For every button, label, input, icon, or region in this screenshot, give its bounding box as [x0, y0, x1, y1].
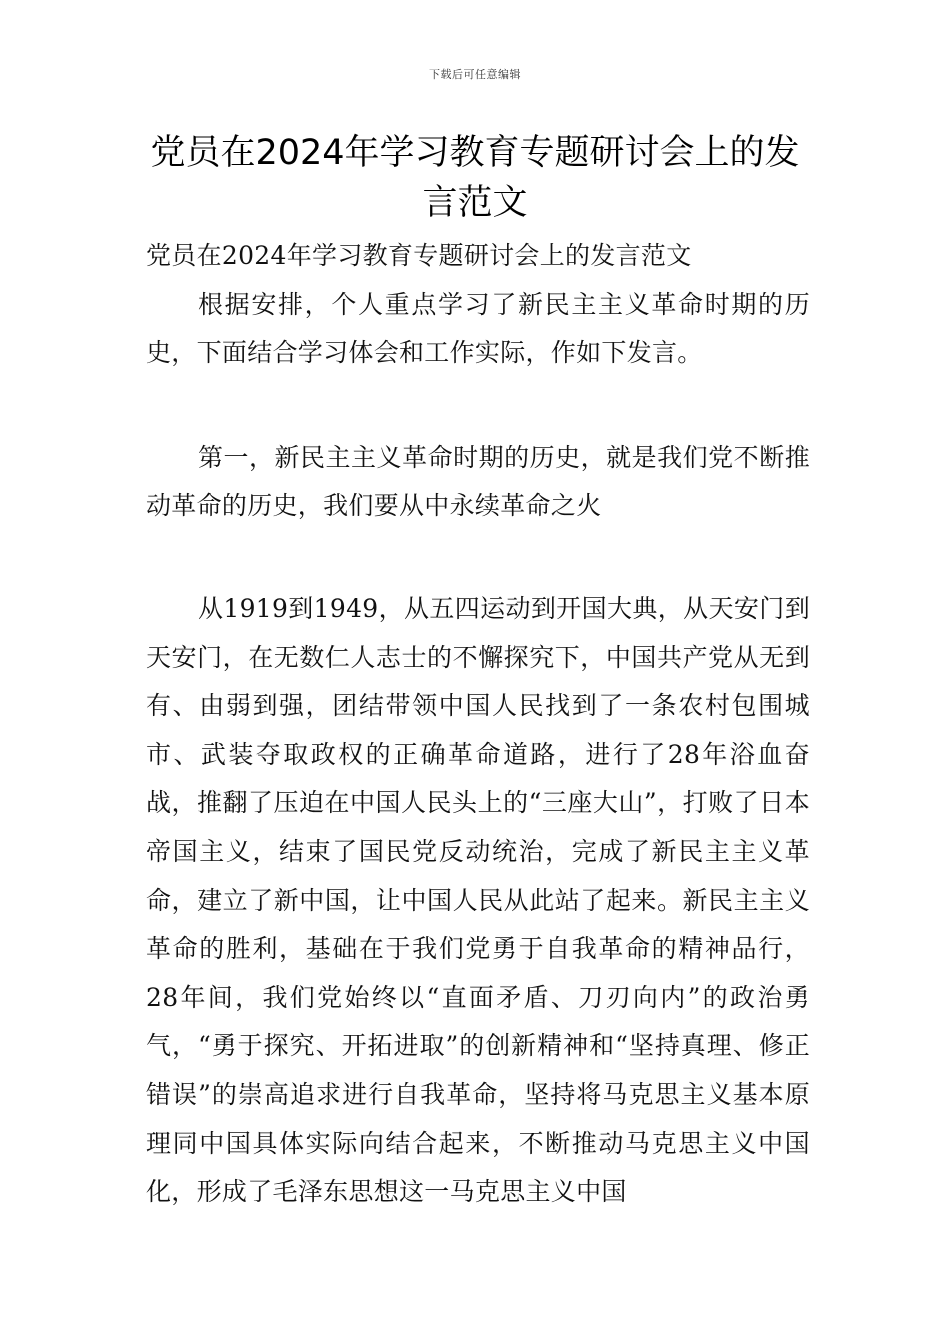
paragraph-spacer	[146, 531, 810, 585]
header-note: 下载后可任意编辑	[429, 68, 521, 81]
paragraph-heading-first: 第一，新民主主义革命时期的历史，就是我们党不断推动革命的历史，我们要从中永续革命之火	[146, 442, 810, 521]
subtitle-line: 党员在2024年学习教育专题研讨会上的发言范文	[146, 241, 692, 270]
document-title: 党员在2024年学习教育专题研讨会上的发言范文	[150, 133, 800, 223]
paragraph-spacer	[146, 378, 810, 434]
paragraph-history: 从1919到1949，从五四运动到开国大典，从天安门到天安门，在无数仁人志士的不懈探究下，中国共产党从无到有、由弱到强，团结带领中国人民找到了一条农村包围城市、武装夺取政权的正确革命道路，进行了28年浴血奋战，推翻了压迫在中国人民头上的“三座大山”，打败了日本帝国主义，结束了国民党反动统治，完成了新民主主义革命，建立了新中国，让中国人民从此站了起来。新民主主义革命的胜利，基础在于我们党勇于自我革命的精神品行，28年间，我们党始终以“直面矛盾、刀刃向内”的政治勇气，“勇于探究、开拓进取”的创新精神和“坚持真理、修正错误”的崇高追求进行自我革命，坚持将马克思主义基本原理同中国具体实际向结合起来，不断推动马克思主义中国化，形成了毛泽东思想这一马克思主义中国	[146, 593, 810, 1207]
paragraph-intro: 根据安排，个人重点学习了新民主主义革命时期的历史，下面结合学习体会和工作实际，作如下发言。	[146, 289, 810, 368]
document-body	[146, 232, 810, 1217]
